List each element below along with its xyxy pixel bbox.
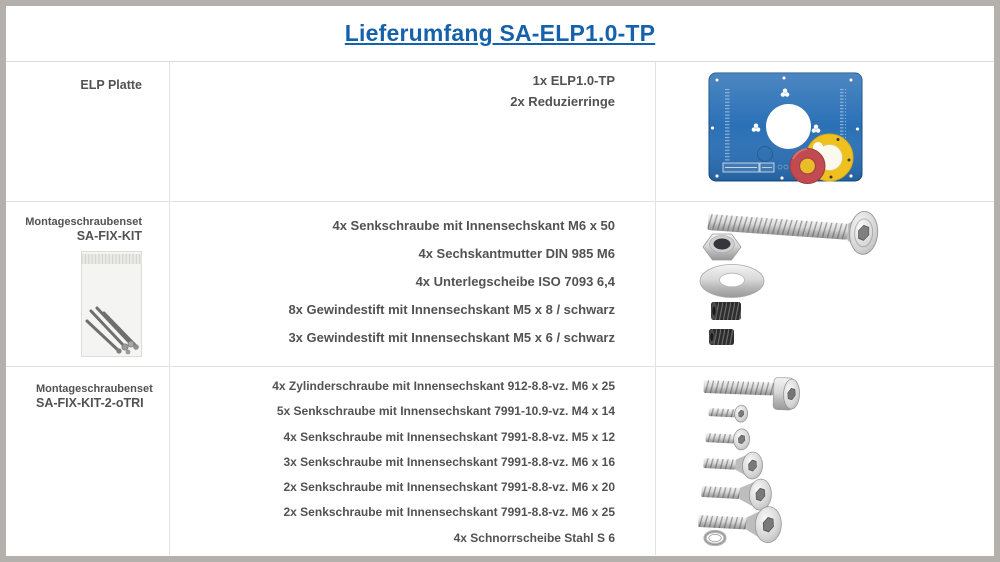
table-row-elp-platte: [6, 62, 994, 202]
countersunk-screw: [701, 476, 773, 511]
row1-items-cell: [170, 62, 656, 201]
title-bar: [6, 6, 994, 62]
table-row-sa-fix-kit: [6, 202, 994, 367]
row3-image-cell: [656, 367, 994, 555]
page-title: Lieferumfang SA-ELP1.0-TP: [344, 20, 656, 46]
delivery-item: 4x Unterlegscheibe ISO 7093 6,4: [415, 274, 615, 289]
delivery-item: 8x Gewindestift mit Innensechskant M5 x 8 / schwarz: [288, 302, 615, 317]
reduction-ring-red: [790, 149, 825, 184]
delivery-item: 4x Senkschraube mit Innensechskant M6 x 50: [332, 218, 615, 233]
hex-nut: [703, 234, 741, 260]
fix-kit-hardware-image: [656, 202, 992, 366]
delivery-item: 2x Senkschraube mit Innensechskant 7991-8.8-vz. M6 x 25: [283, 505, 615, 520]
delivery-item: 4x Sechskantmutter DIN 985 M6: [418, 246, 615, 261]
washer: [700, 265, 764, 298]
row1-label-cell: [6, 62, 170, 201]
row1-image-cell: [656, 62, 994, 201]
row-label: SA-FIX-KIT-2-oTRI: [36, 396, 144, 410]
delivery-item: 5x Senkschraube mit Innensechskant 7991-10.9-vz. M4 x 14: [276, 404, 615, 419]
countersunk-screw: [708, 404, 748, 423]
table-row-sa-fix-kit-2-otri: [6, 367, 994, 555]
row-label: SA-FIX-KIT: [76, 229, 142, 243]
countersunk-screw: [697, 503, 782, 543]
delivery-item: 3x Gewindestift mit Innensechskant M5 x 6 / schwarz: [288, 330, 615, 345]
delivery-item: 4x Senkschraube mit Innensechskant 7991-8.8-vz. M5 x 12: [283, 429, 615, 444]
row-label-small: Montageschraubenset: [25, 216, 142, 228]
delivery-item: 4x Zylinderschraube mit Innensechskant 912-8.8-vz. M6 x 25: [272, 379, 615, 393]
delivery-item: 2x Reduzierringe: [510, 94, 615, 109]
cap-screw: [703, 375, 800, 410]
screw-assortment-image: [656, 367, 992, 554]
row-label-small: Montageschraubenset: [36, 383, 153, 395]
delivery-item: 1x ELP1.0-TP: [532, 73, 615, 88]
delivery-item: 4x Schnorrscheibe Stahl S 6: [453, 530, 615, 545]
grub-screw-large: [711, 302, 741, 320]
countersunk-screw: [705, 427, 750, 450]
row2-label-cell: [6, 202, 170, 366]
schnorr-washer: [705, 532, 725, 545]
delivery-item: 2x Senkschraube mit Innensechskant 7991-8.8-vz. M6 x 20: [283, 480, 615, 495]
delivery-item: 3x Senkschraube mit Innensechskant 7991-8.8-vz. M6 x 16: [283, 454, 615, 469]
row2-image-cell: [656, 202, 994, 366]
row-label: ELP Platte: [80, 78, 142, 92]
grub-screw-small: [709, 329, 734, 345]
row2-items-cell: [170, 202, 656, 366]
row3-label-cell: [6, 367, 170, 555]
row3-items-cell: [170, 367, 656, 555]
router-plate-image: [707, 72, 867, 188]
countersunk-screw: [703, 450, 763, 480]
screw-bag-image: [81, 251, 142, 358]
